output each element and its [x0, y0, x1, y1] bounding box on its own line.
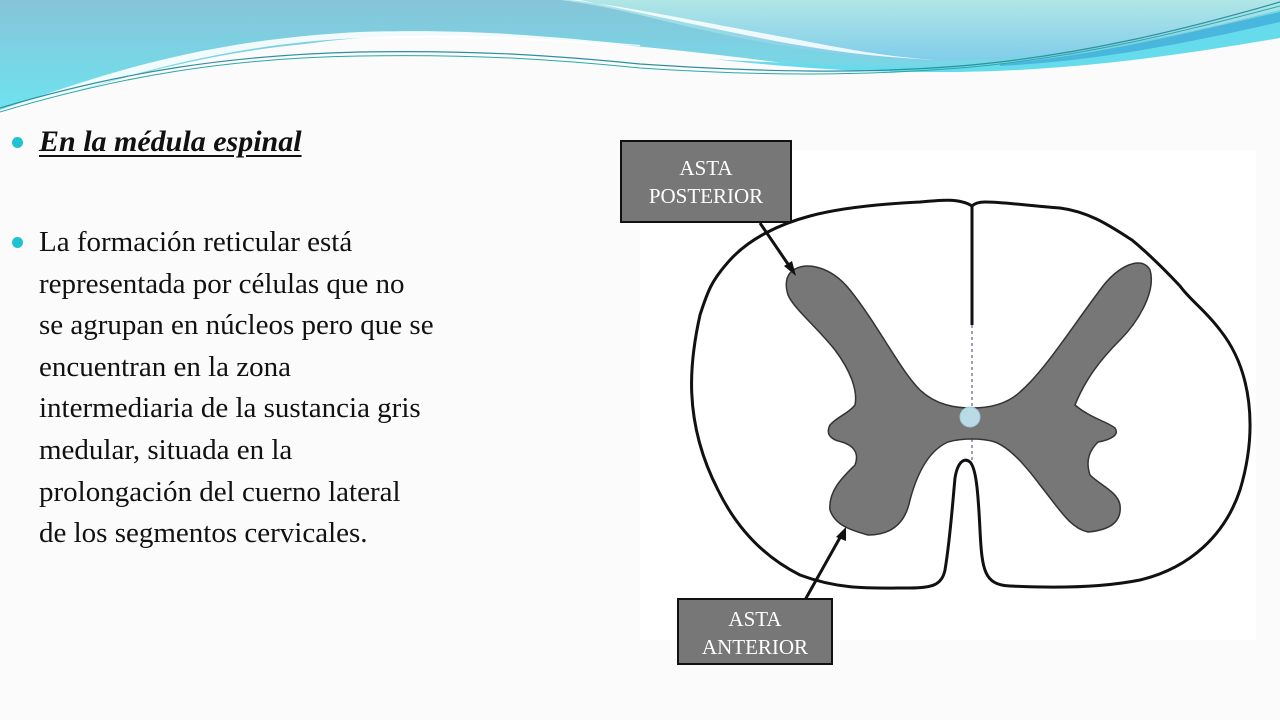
- header-wave-decoration: [0, 0, 1280, 120]
- bullet-dot-icon: [12, 237, 23, 248]
- body-line: medular, situada en la: [39, 433, 293, 466]
- spinal-cord-diagram: [620, 130, 1280, 670]
- body-line: representada por células que no: [39, 267, 405, 300]
- label-text: ASTA: [679, 156, 733, 180]
- label-text: POSTERIOR: [648, 184, 764, 208]
- heading-text: En la médula espinal: [39, 125, 302, 158]
- label-text: ASTA: [728, 607, 782, 631]
- label-asta-anterior: [677, 598, 833, 665]
- body-line: intermediaria de la sustancia gris: [39, 392, 421, 425]
- label-text: ANTERIOR: [701, 635, 809, 659]
- body-line: prolongación del cuerno lateral: [39, 475, 401, 508]
- bullet-heading: [12, 122, 572, 162]
- body-line: de los segmentos cervicales.: [39, 517, 368, 550]
- body-line: encuentran en la zona: [39, 350, 291, 383]
- bullet-body: [12, 222, 572, 555]
- body-line: se agrupan en núcleos pero que se: [39, 309, 434, 342]
- central-canal: [960, 407, 980, 427]
- slide-bullet-list: [12, 122, 572, 555]
- body-line: La formación reticular está: [39, 226, 353, 258]
- label-asta-posterior: [620, 140, 792, 223]
- bullet-dot-icon: [12, 137, 23, 148]
